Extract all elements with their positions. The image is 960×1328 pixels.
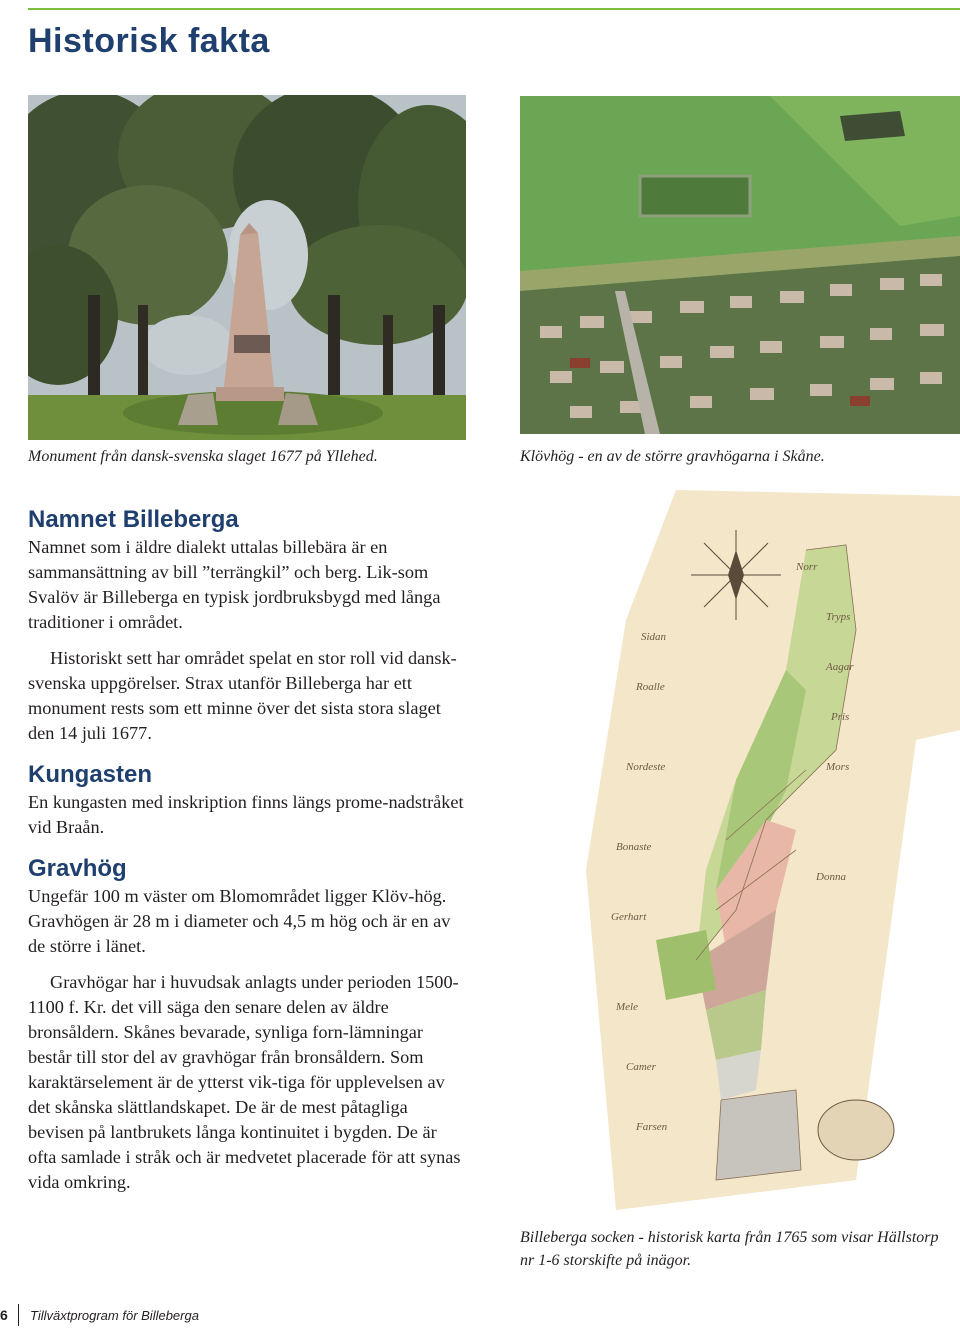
footer-text: Tillväxtprogram för Billeberga — [30, 1308, 199, 1323]
svg-text:Pris: Pris — [831, 711, 850, 723]
text-column — [28, 505, 468, 1195]
svg-text:Mors: Mors — [826, 761, 850, 773]
svg-text:Aagar: Aagar — [826, 661, 854, 673]
namnet-paragraph-2: Historiskt sett har området spelat en stor roll vid dansk-svenska uppgörelser. Strax utanför Billeberga har ett monument rests som ett minne över det sista stora slaget den 14 juli 1677. — [28, 648, 457, 743]
svg-text:Roalle: Roalle — [636, 681, 665, 693]
svg-text:Mele: Mele — [616, 1001, 638, 1013]
heading-gravhog: Gravhög — [28, 855, 127, 882]
historic-map-image — [556, 490, 960, 1220]
page-title: Historisk fakta — [28, 22, 270, 60]
svg-text:Farsen: Farsen — [636, 1121, 668, 1133]
svg-text:Sidan: Sidan — [641, 631, 667, 643]
monument-caption: Monument från dansk-svenska slaget 1677 på Yllehed. — [28, 448, 378, 465]
svg-text:Gerhart: Gerhart — [611, 911, 647, 923]
map-caption: Billeberga socken - historisk karta från 1765 som visar Hällstorp nr 1-6 storskifte på inägor. — [520, 1229, 939, 1269]
svg-text:Tryps: Tryps — [826, 611, 851, 623]
monument-photo — [28, 95, 466, 440]
svg-text:Norr: Norr — [796, 561, 818, 573]
aerial-caption: Klövhög - en av de större gravhögarna i Skåne. — [520, 448, 825, 465]
svg-text:Donna: Donna — [816, 871, 846, 883]
svg-text:Bonaste: Bonaste — [616, 841, 652, 853]
heading-kungasten: Kungasten — [28, 761, 153, 788]
page-number: 6 — [0, 1307, 8, 1323]
gravhog-paragraph-2: Gravhögar har i huvudsak anlagts under perioden 1500-1100 f. Kr. det vill säga den senare delen av äldre bronsåldern. Skånes bevarade, synliga forn-lämningar består till stor del av gravhögar från bronsåldern. Som karaktärselement är de ytterst vik-tiga för upplevelsen av det skånska slättlandskapet. De är de mest påtagliga bevisen på lantbrukets långa kontinuitet i bygden. De är ofta samlade i stråk och är medvetet placerade för att synas vida omkring. — [28, 972, 461, 1192]
gravhog-paragraph-1: Ungefär 100 m väster om Blomområdet ligger Klöv-hög. Gravhögen är 28 m i diameter och 4,5 m hög och är en av de större i länet. — [28, 886, 451, 956]
heading-namnet: Namnet Billeberga — [28, 506, 239, 533]
svg-text:Camer: Camer — [626, 1061, 656, 1073]
kungasten-paragraph: En kungasten med inskription finns längs prome-nadstråket vid Braån. — [28, 792, 464, 837]
aerial-photo — [520, 96, 960, 434]
namnet-paragraph-1: Namnet som i äldre dialekt uttalas billebära är en sammansättning av bill ”terrängkil” och berg. Lik-som Svalöv är Billeberga en typisk jordbruksbygd med långa traditioner i området. — [28, 537, 441, 632]
svg-text:Nordeste: Nordeste — [626, 761, 666, 773]
top-rule — [28, 8, 960, 10]
footer-divider — [18, 1304, 19, 1326]
